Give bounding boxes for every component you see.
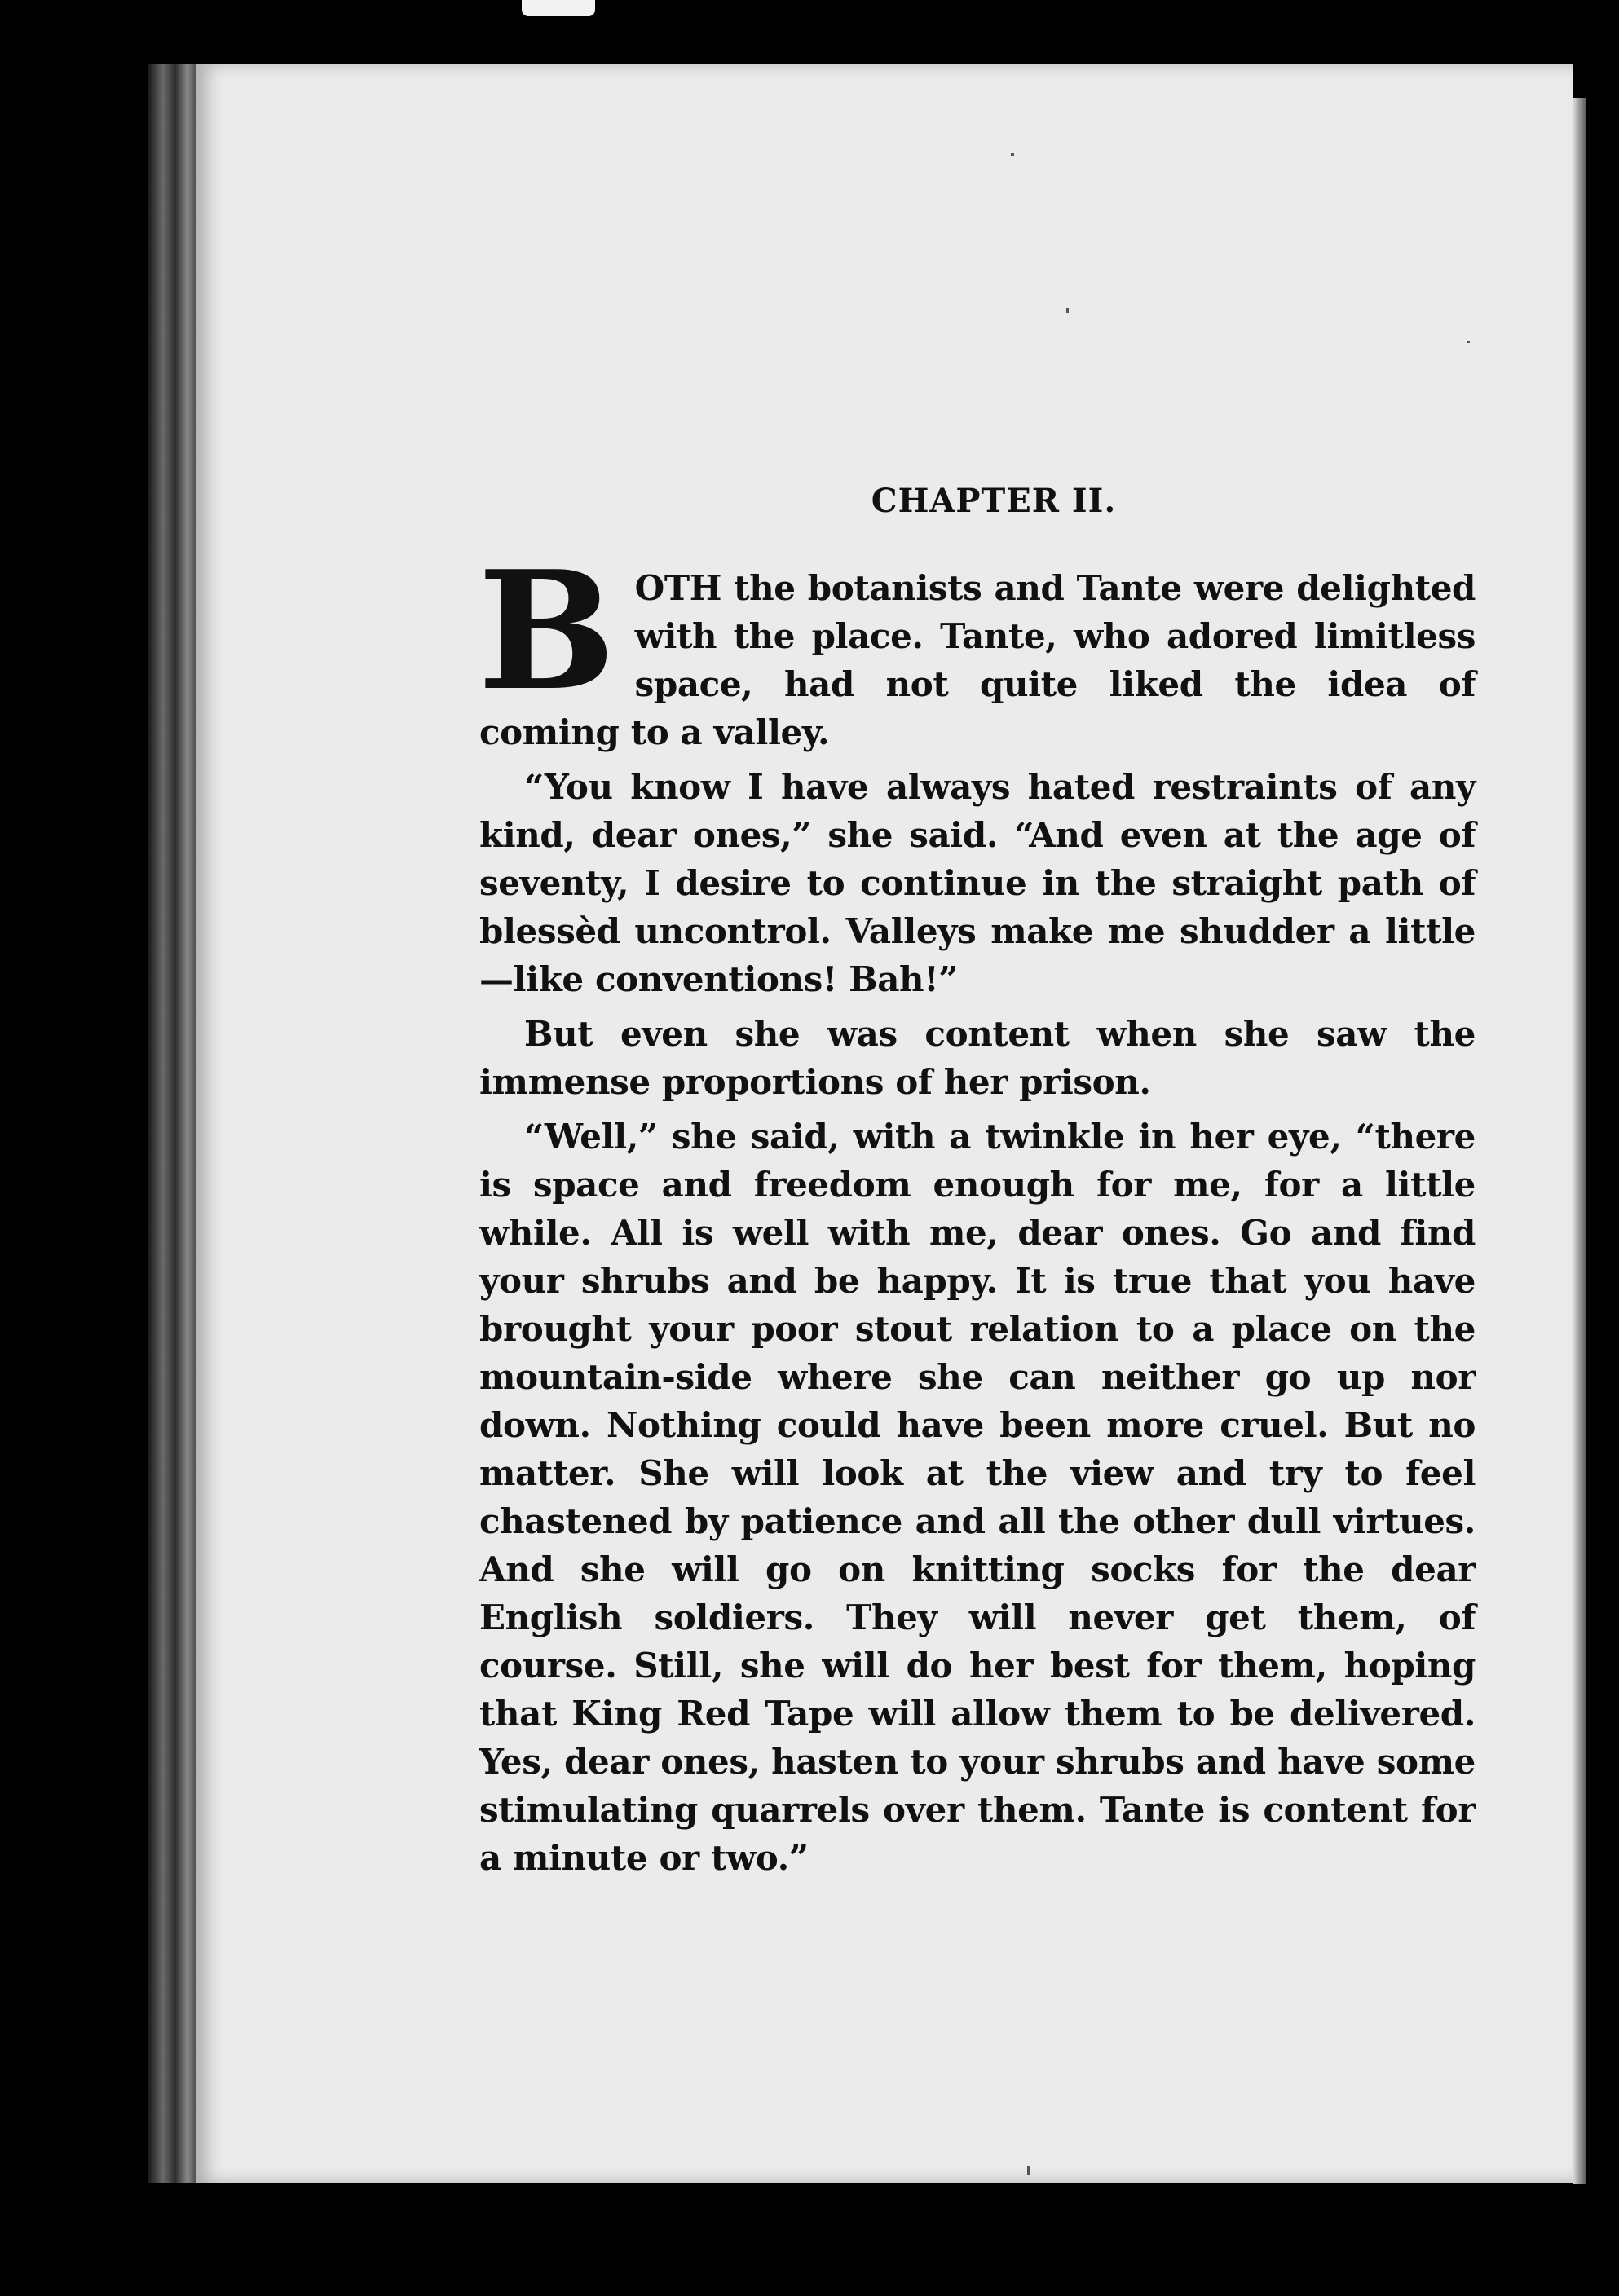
scan-speck <box>1027 2166 1030 2175</box>
paragraph-1 <box>478 535 1476 756</box>
page-text <box>479 477 1476 1888</box>
scan-speck <box>1066 308 1069 313</box>
drop-cap: B <box>478 535 615 727</box>
paragraph-1-text: the botanists and Tante were delighted with the place. Tante, who adored limitless space, had not quite liked the idea of coming to a valley. <box>479 568 1476 752</box>
scan-speck <box>1011 153 1014 156</box>
page-right-edge <box>1573 98 1586 2184</box>
scan-top-tab <box>522 0 595 16</box>
first-word: OTH <box>634 568 721 608</box>
book-spine <box>148 64 197 2183</box>
paragraph-3: But even she was content when she saw the immense proportions of her prison. <box>479 1014 1476 1102</box>
chapter-title: CHAPTER II. <box>871 482 1117 520</box>
scan-speck <box>1467 341 1470 343</box>
paragraph-4: “Well,” she said, with a twinkle in her eye, “there is space and freedom enough for me, for a little while. All is well with me, dear ones. Go and find your shrubs and be happy. It is true that you have brought your poor stout relation to a place on the mountain-side where she can neither go up nor down. Nothing could have been more cruel. But no matter. She will look at the view and try to feel chastened by patience and all the other dull virtues. And she will go on knitting socks for the dear English soldiers. They will never get them, of course. Still, she will do her best for them, hoping that King Red Tape will allow them to be delivered. Yes, dear ones, hasten to your shrubs and have some stimulating quarrels over them. Tante is content for a minute or two.” <box>479 1117 1476 1878</box>
paragraph-2: “You know I have always hated restraints of any kind, dear ones,” she said. “And even at the age of seventy, I desire to continue in the straight path of blessèd uncontrol. Valleys make me shudder a little—like conventions! Bah!” <box>479 767 1476 999</box>
